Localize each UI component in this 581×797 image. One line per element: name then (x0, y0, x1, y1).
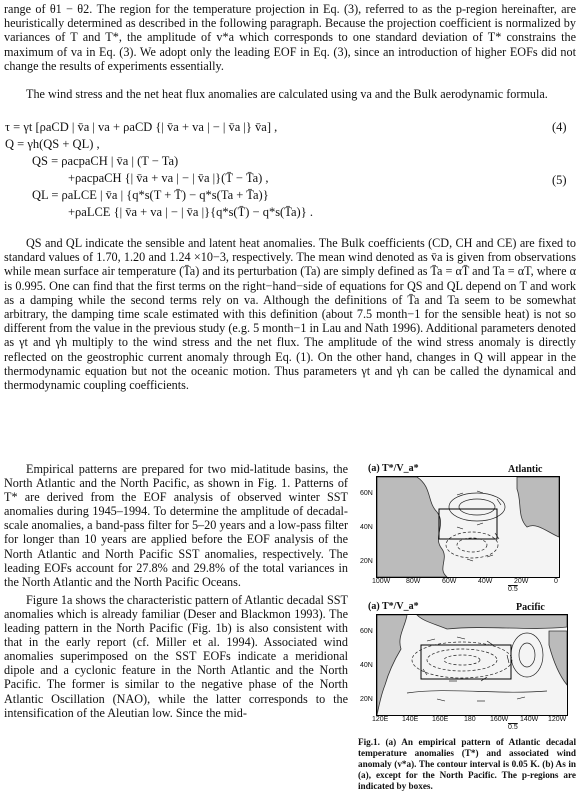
equation-wind-stress: τ = γt [ρaCD | v̄a | va + ρaCD {| v̄a + va | − | v̄a |} v̄a] , (5, 120, 278, 134)
paragraph-bulk-coefficients: QS and QL indicate the sensible and latent heat anomalies. The Bulk coefficients (CD, CH and CE) are fixed to standard values of 1.70, 1.20 and 1.24 ×10−3, respectively. The mean wind denoted as v̄a is given from observations while mean surface air temperature (T̄a) and its perturbation (Ta) are simply defined as T̄a = αT̄ and Ta = αT, where α is 0.995. One can find that the first terms on the right−hand−side of equations for QS and QL depend on T and work as a damping while the second terms rely on va. Although the definitions of T̄a and Ta seem to be somewhat arbitrary, the damping time scale estimated with this definition (about 7.5 month−1 for the sensible heat) is not so different from the value in the previous study (e.g. 5 month−1 in Lau and Nath 1996). Additional parameters denoted as γt and γh multiply to the wind stress and the net flux. The amplitude of the wind stress anomaly is directly reflected on the geostrophic current anomaly through Eq. (1). On the other hand, changes in Q will appear in the thermodynamic equation but not the oceanic motion. Thus parameters γt and γh can be called the dynamical and thermodynamic coupling coefficients. (4, 236, 576, 393)
atlantic-lon-20w: 20W (514, 578, 529, 585)
atlantic-lat-60n: 60N (360, 490, 373, 497)
atlantic-lat-40n: 40N (360, 524, 373, 531)
pacific-lon-180: 180 (464, 716, 476, 723)
pacific-lon-140w: 140W (520, 716, 539, 723)
pacific-lat-40n: 40N (360, 662, 373, 669)
pacific-map (376, 614, 568, 716)
atlantic-lon-40w: 40W (478, 578, 493, 585)
equation-number-4: (4) (552, 120, 567, 134)
atlantic-lon-80w: 80W (406, 578, 421, 585)
pacific-lon-160w: 160W (490, 716, 509, 723)
atlantic-lon-100w: 100W (372, 578, 391, 585)
atlantic-lon-0: 0 (554, 578, 558, 585)
equation-sensible-heat-cont: +ρacpaCH {| v̄a + va | − | v̄a |}(T̄ − T̄a) , (68, 171, 269, 185)
pacific-lon-160e: 160E (432, 716, 449, 723)
figure-caption: Fig.1. (a) An empirical pattern of Atlantic decadal temperature anomalies (T*) and associated wind anomaly (v*a). The contour interval is 0.05 K. (b) As in (a), except for the North Pacific. The p-regions are indicated by boxes. (358, 737, 576, 791)
atlantic-map (376, 476, 560, 578)
panel-b-title: (a) T*/V_a* (368, 601, 419, 612)
pacific-map-graphic (377, 615, 567, 715)
panel-pacific (358, 600, 568, 730)
pacific-lat-60n: 60N (360, 628, 373, 635)
pacific-scale-vector: 0.5 (508, 724, 518, 731)
pacific-lat-20n: 20N (360, 696, 373, 703)
panel-b-basin-label: Pacific (516, 602, 545, 613)
equation-latent-heat-cont: +ρaLCE {| v̄a + va | − | v̄a |}{q*s(T̄) − q*s(T̄a)} . (68, 205, 313, 219)
equation-sensible-heat: QS = ρacpaCH | v̄a | (T − Ta) (32, 154, 179, 168)
atlantic-lat-20n: 20N (360, 558, 373, 565)
paragraph-projection-region: range of θ1 − θ2. The region for the temperature projection in Eq. (3), referred to as the p-region hereinafter, are heuristically determined as described in the following paragraph. Because the projection coefficient is normalized by variances of T and T*, the amplitude of v*a which corresponds to one standard deviation of T* constrains the maximum of va in Eq. (3). We adopt only the leading EOF in Eq. (3), since an introduction of higher EOFs did not change the results of experiments essentially. (4, 2, 576, 73)
paragraph-figure-1a: Figure 1a shows the characteristic pattern of Atlantic decadal SST anomalies which is already familiar (Deser and Blackmon 1993). The leading pattern in the North Pacific (Fig. 1b) is also consistent with that in the early report (cf. Miller et al. 1994). Associated wind anomalies superimposed on the SST EOFs indicate a meridional dipole and a cyclonic feature in the North Atlantic and the North Pacific. The former is similar to the negative phase of the North Atlantic Oscillation (NAO), while the latter corresponds to the intensification of the Aleutian low. Since the mid- (4, 592, 348, 720)
left-column (4, 462, 348, 720)
equation-latent-heat: QL = ρaLCE | v̄a | {q*s(T + T̄) − q*s(Ta + T̄a)} (32, 188, 269, 202)
panel-a-basin-label: Atlantic (508, 464, 543, 475)
equation-net-heat-flux: Q = γh(QS + QL) , (5, 137, 100, 151)
panel-a-title: (a) T*/V_a* (368, 463, 419, 474)
panel-atlantic (358, 462, 568, 592)
pacific-lon-120e: 120E (372, 716, 389, 723)
atlantic-lon-60w: 60W (442, 578, 457, 585)
atlantic-scale-vector: 0.5 (508, 586, 518, 593)
atlantic-map-graphic (377, 477, 559, 577)
paragraph-empirical-patterns: Empirical patterns are prepared for two mid-latitude basins, the North Atlantic and the North Pacific, as shown in Fig. 1. Patterns of T* are derived from the EOF analysis of observed winter SST anomalies during 1945–1994. To determine the amplitude of decadal-scale anomalies, a band-pass filter for 5–20 years and a low-pass filter for longer than 10 years are applied before the EOF analysis of the North Atlantic and North Pacific SST anomalies, respectively. The leading EOFs account for 27.8% and 29.8% of the total variances in the North Atlantic and the North Pacific Oceans. (4, 462, 348, 589)
paragraph-wind-stress-intro: The wind stress and the net heat flux anomalies are calculated using va and the Bulk aerodynamic formula. (26, 87, 548, 101)
pacific-lon-120w: 120W (548, 716, 567, 723)
equation-number-5: (5) (552, 173, 567, 187)
pacific-lon-140e: 140E (402, 716, 419, 723)
